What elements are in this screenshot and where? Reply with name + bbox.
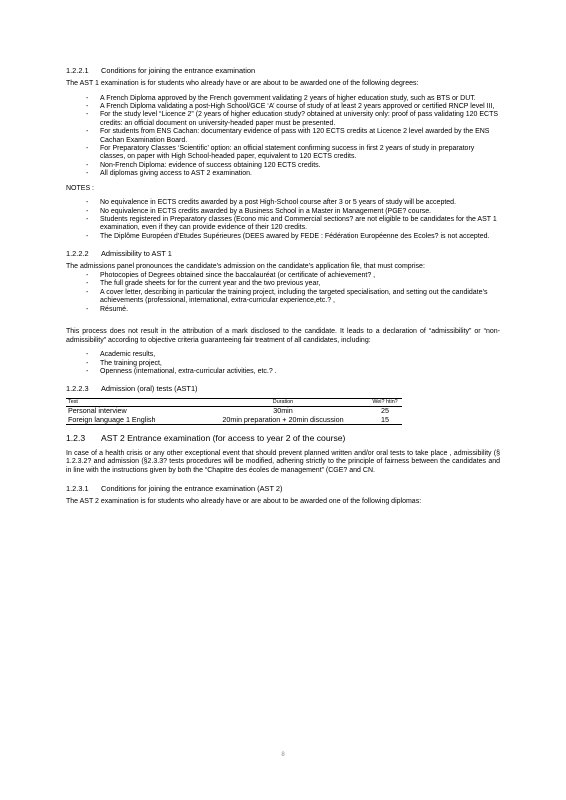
table-cell: 15 [368, 416, 402, 425]
list-item: - No equivalence in ECTS credits awarded by a post High-School course after 3 or 5 years of study will be accepted. [66, 199, 500, 207]
list-item: - For the study level “Licence 2” (2 years of higher education study? obtained at university only: proof of pass validating 120 ECTS credits: an official document on university-headed paper must be presented. [66, 111, 500, 128]
table-cell: 25 [381, 406, 389, 416]
heading-title: Admissibility to AST 1 [101, 249, 172, 259]
heading-title: Conditions for joining the entrance examination [101, 66, 256, 75]
criteria-list [66, 351, 500, 376]
column-header-weighting: Wei? htin? [368, 399, 402, 407]
paragraph-intro-ast2: The AST 2 examination is for students who already have or are about to be awarded one of the following diplomas: [66, 497, 422, 505]
list-item: - Non-French Diploma: evidence of success obtaining 120 ECTS credits. [66, 162, 500, 170]
paragraph-health-crisis: In case of a health crisis or any other exceptional event that should prevent planned written and/or oral tests to take place , admissibility (§ 1.2.3.2? and admission (§2.3.3? tests procedures will be modified, adhering strictly to the principle of fairness between the candidates and in line with the instructions given by both the “Chapitre des écoles de management” (CGE? and CN. [66, 449, 500, 474]
heading-title: Admission (oral) tests (AST1) [101, 384, 198, 394]
heading-number: 1.2.3.1 [66, 483, 89, 493]
heading-number: 1.2.2.2 [66, 249, 89, 259]
list-item: - Students registered in Preparatory classes (Econo mic and Commercial sections? are not eligible to be candidates for the AST 1 examination, even if they can provide evidence of their 120 credits. [66, 216, 500, 233]
heading-1221 [66, 66, 500, 75]
list-item: - A French Diploma validating a post-High School/GCE ‘A’ course of study of at least 2 years approved or certified RNCP level III, [66, 103, 500, 111]
list-item: - The Diplôme Européen d’Etudes Supérieures (DEES awared by FEDE : Fédération Européenne des Ecoles? is not accepted. [66, 233, 500, 241]
list-item: - For Preparatory Classes ‘Scientific’ option: an official statement confirming success in first 2 years of study in preparatory classes, on paper with High School-headed paper, equivalent to 120 ECTS credits. [66, 145, 500, 162]
paragraph-intro-ast1: The AST 1 examination is for students who already have or are about to be awarded one of the following degrees: [66, 80, 419, 87]
list-item: - A French Diploma approved by the French government validating 2 years of higher education study, such as BTS or DUT. [66, 95, 500, 103]
heading-1223 [66, 384, 500, 393]
list-item: - No equivalence in ECTS credits awarded by a Business School in a Master in Management (PGE? course. [66, 208, 500, 216]
table-cell: 20min preparation + 20min discussion [198, 416, 368, 425]
list-item: - Photocopies of Degrees obtained since the baccalauréat (or certificate of achievement? , [66, 272, 500, 280]
degrees-list [66, 95, 500, 179]
list-item: - Résumé. [66, 306, 500, 314]
list-item: - Academic results, [66, 351, 500, 359]
application-file-list [66, 272, 500, 314]
heading-123 [66, 433, 500, 444]
heading-number: 1.2.2.3 [66, 384, 89, 394]
list-item: - The full grade sheets for for the current year and the two previous year, [66, 280, 500, 288]
page-number: 8 [281, 752, 285, 758]
heading-title: AST 2 Entrance examination (for access to year 2 of the course) [101, 432, 346, 443]
heading-title: Conditions for joining the entrance examination (AST 2) [101, 483, 283, 493]
list-item: - Openness (international, extra-curricular activities, etc.? . [66, 368, 500, 376]
page-content [66, 66, 500, 510]
table-cell: 30min [273, 406, 293, 416]
list-item: - The training project, [66, 360, 500, 368]
table-cell: Personal interview [68, 406, 127, 416]
table-cell: Foreign language 1 English [66, 416, 198, 425]
list-item: - For students from ENS Cachan: documentary evidence of pass with 120 ECTS credits at Licence 2 level awarded by the ENS Cachan Examination Board. [66, 128, 500, 145]
list-item: - A cover letter, describing in particular the training project, including the targeted specialisation, and setting out the candidate’s achievements (professional, international, extra-curricular experience,etc.? , [66, 289, 500, 306]
notes-list [66, 199, 500, 241]
notes-label: NOTES : [66, 184, 95, 192]
heading-1222 [66, 249, 500, 258]
list-item: - All diplomas giving access to AST 2 examination. [66, 170, 500, 178]
table-row [66, 416, 402, 425]
heading-number: 1.2.2.1 [66, 66, 89, 75]
oral-tests-table [66, 398, 402, 424]
heading-1231 [66, 484, 500, 493]
paragraph-admissibility: This process does not result in the attribution of a mark disclosed to the candidate. It leads to a declaration of “admissibility” or “non-admissibility” according to objective criteria guaranteeing fair treatment of all candidates, including: [66, 327, 500, 344]
column-header-test: Test [66, 399, 198, 407]
column-header-duration: Duration [198, 399, 368, 407]
paragraph-admissions-panel: The admissions panel pronounces the candidate’s admission on the candidate’s application file, that must comprise: [66, 263, 425, 271]
heading-number: 1.2.3 [66, 432, 86, 443]
